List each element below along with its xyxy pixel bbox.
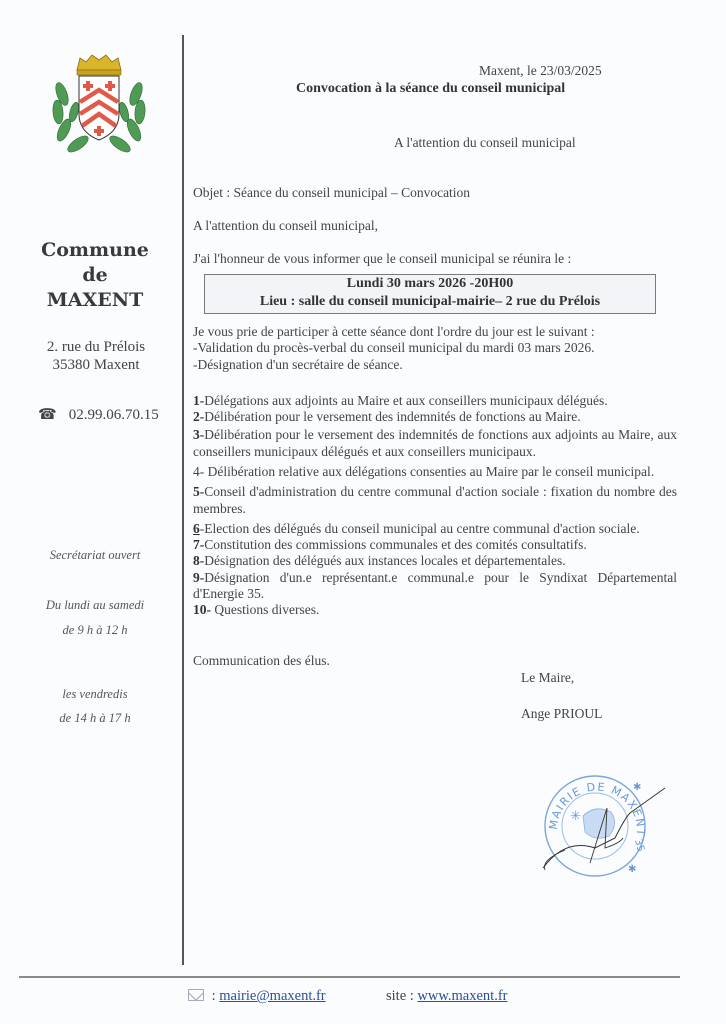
stamp-text: MAIRIE DE MAXENT xyxy=(546,780,648,838)
stamp-code: 35 xyxy=(632,837,647,854)
preliminary-item: -Validation du procès-verbal du conseil municipal du mardi 03 mars 2026. xyxy=(193,340,595,355)
hours-weekdays: Du lundi au samedi xyxy=(45,598,145,612)
agenda-num: 10- xyxy=(193,602,211,618)
closing-line: Communication des élus. xyxy=(193,653,330,668)
meeting-date-time: Lundi 30 mars 2026 -20H00 xyxy=(346,276,514,291)
hours-friday: les vendredis xyxy=(62,687,128,701)
agenda-num: 7- xyxy=(193,537,205,553)
agenda-item xyxy=(193,521,677,537)
agenda-num: 5- xyxy=(193,483,205,499)
agenda-text: Délibération pour le versement des indemnités de fonctions au Maire. xyxy=(204,409,581,425)
agenda-list xyxy=(193,393,677,619)
phone-number: 02.99.06.70.15 xyxy=(68,407,159,423)
footer-site xyxy=(386,988,507,1005)
site-label: site : xyxy=(386,988,418,1004)
hours-friday-time: de 14 h à 17 h xyxy=(59,711,131,725)
phone xyxy=(38,405,159,424)
sidebar xyxy=(0,0,182,960)
envelope-icon xyxy=(188,989,204,1001)
agenda-num: 4- xyxy=(193,463,205,479)
footer-email xyxy=(188,988,326,1005)
agenda-item xyxy=(193,537,677,553)
commune-line: Commune xyxy=(41,239,149,261)
agenda-item xyxy=(193,426,677,461)
date-line: Maxent, le 23/03/2025 xyxy=(479,63,602,78)
agenda-item xyxy=(193,409,677,425)
signature-name: Ange PRIOUL xyxy=(521,706,603,721)
agenda-text: Désignation des délégués aux instances locales et départementales. xyxy=(204,553,566,569)
agenda-item xyxy=(193,553,677,569)
address-street: 2. rue du Prélois xyxy=(46,339,146,355)
agenda-num: 8- xyxy=(193,553,205,569)
object-line: Objet : Séance du conseil municipal – Convocation xyxy=(193,185,471,200)
agenda-text: Délibération pour le versement des indemnités de fonctions aux adjoints au Maire, aux conseillers municipaux délégués et aux conseillers municipaux. xyxy=(193,426,677,460)
document-title: Convocation à la séance du conseil municipal xyxy=(296,81,566,96)
agenda-num: 9- xyxy=(193,569,205,585)
telephone-icon: ☎ xyxy=(38,407,57,423)
agenda-item xyxy=(193,602,677,618)
hours-title: Secrétariat ouvert xyxy=(49,548,141,562)
commune-name xyxy=(0,238,190,313)
footer-divider xyxy=(19,976,680,978)
official-stamp-icon xyxy=(535,768,670,883)
website-link[interactable]: www.maxent.fr xyxy=(417,988,508,1004)
agenda-text: -Election des délégués du conseil municipal au centre communal d'action sociale. xyxy=(199,520,640,536)
hours-weekdays-time: de 9 h à 12 h xyxy=(62,623,128,637)
email-link[interactable]: mairie@maxent.fr xyxy=(219,988,326,1004)
agenda-item xyxy=(193,570,677,603)
email-separator: : xyxy=(208,988,220,1004)
agenda-intro: Je vous prie de participer à cette séance dont l'ordre du jour est le suivant : xyxy=(193,324,595,339)
address-city: 35380 Maxent xyxy=(52,357,140,373)
agenda-text: Délibération relative aux délégations consenties au Maire par le conseil municipal. xyxy=(204,463,655,479)
agenda-text: Désignation d'un.e représentant.e communal.e pour le Syndixat Départemental d'Energie 35. xyxy=(193,569,677,602)
star-icon: ✱ xyxy=(628,864,637,875)
commune-line: de xyxy=(82,264,108,286)
agenda-text: Délégations aux adjoints au Maire et aux conseillers municipaux délégués. xyxy=(204,393,608,408)
agenda-num: 2- xyxy=(193,409,205,425)
snowflake-icon: ✳ xyxy=(570,808,581,823)
salutation: A l'attention du conseil municipal, xyxy=(193,218,379,233)
preliminary-item: -Désignation d'un secrétaire de séance. xyxy=(193,357,403,372)
agenda-num: 6 xyxy=(193,520,200,536)
intro: J'ai l'honneur de vous informer que le conseil municipal se réunira le : xyxy=(193,251,572,266)
attention-line: A l'attention du conseil municipal xyxy=(394,135,576,150)
agenda-text: Questions diverses. xyxy=(211,602,320,618)
signature-title: Le Maire, xyxy=(521,670,575,685)
meeting-location: Lieu : salle du conseil municipal-mairie– 2 rue du Prélois xyxy=(259,294,601,309)
agenda-num: 3- xyxy=(193,426,205,442)
coat-of-arms-icon xyxy=(44,52,154,162)
sidebar-divider xyxy=(182,35,184,965)
agenda-num: 1- xyxy=(193,393,205,408)
agenda-item xyxy=(193,483,677,518)
agenda-text: Conseil d'administration du centre communal d'action sociale : fixation du nombre des membres. xyxy=(193,483,677,517)
star-icon: ✱ xyxy=(633,782,642,793)
agenda-item xyxy=(193,464,677,480)
agenda-item xyxy=(193,393,677,409)
agenda-text: Constitution des commissions communales et des comités consultatifs. xyxy=(204,537,587,553)
commune-line: MAXENT xyxy=(46,289,144,311)
address xyxy=(0,338,192,374)
meeting-box xyxy=(204,274,656,314)
